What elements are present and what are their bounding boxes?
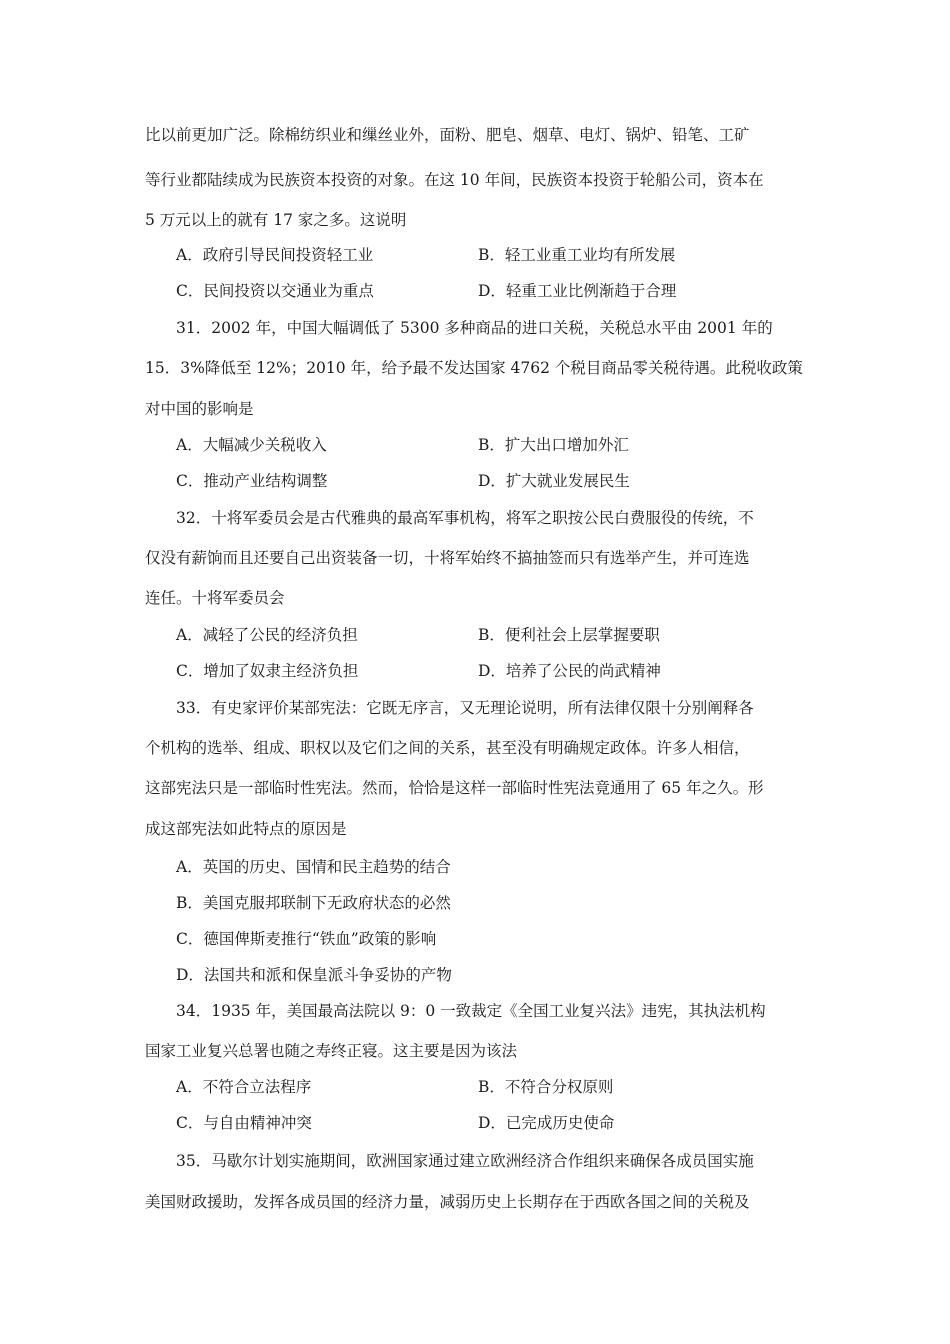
q30-text-line-3: 5 万元以上的就有 17 家之多。这说明	[145, 211, 407, 229]
q33-option-d: D．法国共和派和保皇派斗争妥协的产物	[176, 966, 452, 984]
q31-option-d: D．扩大就业发展民生	[478, 472, 630, 490]
q32-text-line-3: 连任。十将军委员会	[145, 589, 285, 607]
q31-text-line-2: 15．3%降低至 12%；2010 年，给予最不发达国家 4762 个税目商品零关税待遇。此税收政策	[145, 359, 803, 377]
q33-option-b: B．美国克服邦联制下无政府状态的必然	[176, 894, 451, 912]
q34-text-line-2: 国家工业复兴总署也随之寿终正寝。这主要是因为该法	[145, 1042, 518, 1060]
q35-text-line-1: 35．马歇尔计划实施期间，欧洲国家通过建立欧洲经济合作组织来确保各成员国实施	[176, 1152, 754, 1170]
q33-text-line-4: 成这部宪法如此特点的原因是	[145, 820, 347, 838]
q30-option-d: D．轻重工业比例渐趋于合理	[478, 282, 677, 300]
q31-option-a: A．大幅减少关税收入	[176, 436, 327, 454]
q33-option-c: C．德国俾斯麦推行“铁血”政策的影响	[176, 930, 437, 948]
q30-option-a: A．政府引导民间投资轻工业	[176, 246, 374, 264]
q33-option-a: A．英国的历史、国情和民主趋势的结合	[176, 858, 451, 876]
q35-text-line-2: 美国财政援助，发挥各成员国的经济力量，减弱历史上长期存在于西欧各国之间的关税及	[145, 1193, 750, 1211]
q33-text-line-2: 个机构的选举、组成、职权以及它们之间的关系，甚至没有明确规定政体。许多人相信，	[145, 739, 750, 757]
q32-text-line-2: 仅没有薪饷而且还要自己出资装备一切，十将军始终不搞抽签而只有选举产生，并可连选	[145, 549, 750, 567]
q30-text-line-2: 等行业都陆续成为民族资本投资的对象。在这 10 年间，民族资本投资于轮船公司，资本在	[145, 171, 764, 189]
q34-option-c: C．与自由精神冲突	[176, 1114, 312, 1132]
q31-option-c: C．推动产业结构调整	[176, 472, 328, 490]
q33-text-line-1: 33．有史家评价某部宪法：它既无序言，又无理论说明，所有法律仅限十分别阐释各	[176, 699, 754, 717]
q31-option-b: B．扩大出口增加外汇	[478, 436, 629, 454]
q32-option-c: C．增加了奴隶主经济负担	[176, 662, 359, 680]
q34-option-b: B．不符合分权原则	[478, 1078, 614, 1096]
q32-text-line-1: 32．十将军委员会是古代雅典的最高军事机构，将军之职按公民白费服役的传统，不	[176, 509, 754, 527]
q32-option-d: D．培养了公民的尚武精神	[478, 662, 661, 680]
q34-option-d: D．已完成历史使命	[478, 1114, 615, 1132]
q30-option-b: B．轻工业重工业均有所发展	[478, 246, 676, 264]
q31-text-line-1: 31．2002 年，中国大幅调低了 5300 多种商品的进口关税，关税总水平由 2001 年的	[176, 319, 773, 337]
q30-option-c: C．民间投资以交通业为重点	[176, 282, 374, 300]
q32-option-b: B．便利社会上层掌握要职	[478, 626, 660, 644]
q34-option-a: A．不符合立法程序	[176, 1078, 312, 1096]
q30-text-line-1: 比以前更加广泛。除棉纺织业和缫丝业外，面粉、肥皂、烟草、电灯、锅炉、铅笔、工矿	[145, 126, 750, 144]
q31-text-line-3: 对中国的影响是	[145, 400, 254, 418]
q34-text-line-1: 34．1935 年，美国最高法院以 9：0 一致裁定《全国工业复兴法》违宪，其执法机构	[176, 1002, 766, 1020]
q32-option-a: A．减轻了公民的经济负担	[176, 626, 358, 644]
q33-text-line-3: 这部宪法只是一部临时性宪法。然而，恰恰是这样一部临时性宪法竟通用了 65 年之久。形	[145, 779, 764, 797]
